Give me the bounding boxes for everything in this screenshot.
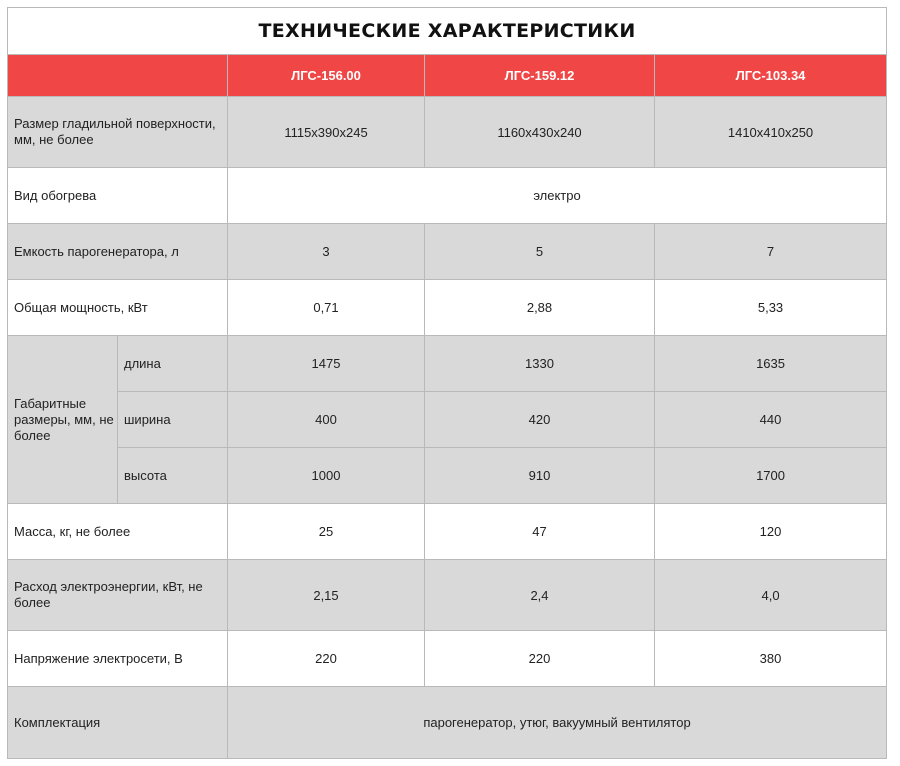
row-value-merged: электро	[228, 168, 887, 224]
row-value: 380	[655, 631, 887, 687]
model-header-2: ЛГС-159.12	[425, 55, 655, 97]
row-label: Масса, кг, не более	[8, 504, 228, 560]
row-label: Вид обогрева	[8, 168, 228, 224]
row-value: 25	[228, 504, 425, 560]
row-consumption	[8, 560, 887, 631]
table-title: ТЕХНИЧЕСКИЕ ХАРАКТЕРИСТИКИ	[8, 8, 887, 55]
row-value: 0,71	[228, 280, 425, 336]
row-mass	[8, 504, 887, 560]
row-label: Размер гладильной поверхности, мм, не более	[8, 97, 228, 168]
row-value: 3	[228, 224, 425, 280]
row-value: 420	[425, 392, 655, 448]
row-label: Емкость парогенератора, л	[8, 224, 228, 280]
row-value: 220	[228, 631, 425, 687]
row-dimensions-length	[8, 336, 887, 392]
row-value: 1330	[425, 336, 655, 392]
row-value: 220	[425, 631, 655, 687]
row-dimensions-height	[8, 448, 887, 504]
row-kit	[8, 687, 887, 759]
row-value: 5	[425, 224, 655, 280]
row-value: 7	[655, 224, 887, 280]
row-heating	[8, 168, 887, 224]
row-value: 1000	[228, 448, 425, 504]
row-value: 440	[655, 392, 887, 448]
row-value: 1475	[228, 336, 425, 392]
row-value: 1700	[655, 448, 887, 504]
model-header-3: ЛГС-103.34	[655, 55, 887, 97]
sub-label: высота	[118, 448, 228, 504]
dimensions-group-label: Габаритные размеры, мм, не более	[8, 336, 118, 504]
row-label: Напряжение электросети, В	[8, 631, 228, 687]
row-value: 1635	[655, 336, 887, 392]
row-value: 400	[228, 392, 425, 448]
row-surface	[8, 97, 887, 168]
row-label: Общая мощность, кВт	[8, 280, 228, 336]
row-value: 2,4	[425, 560, 655, 631]
row-value: 1115х390х245	[228, 97, 425, 168]
row-value: 120	[655, 504, 887, 560]
row-voltage	[8, 631, 887, 687]
sub-label: ширина	[118, 392, 228, 448]
model-header-1: ЛГС-156.00	[228, 55, 425, 97]
row-value: 910	[425, 448, 655, 504]
row-label: Расход электроэнергии, кВт, не более	[8, 560, 228, 631]
row-capacity	[8, 224, 887, 280]
row-power	[8, 280, 887, 336]
row-label: Комплектация	[8, 687, 228, 759]
header-blank-cell	[8, 55, 228, 97]
row-value: 1160х430х240	[425, 97, 655, 168]
sub-label: длина	[118, 336, 228, 392]
row-dimensions-width	[8, 392, 887, 448]
row-value: 2,88	[425, 280, 655, 336]
row-value: 5,33	[655, 280, 887, 336]
spec-table	[7, 7, 887, 759]
spec-table-container	[7, 7, 886, 759]
row-value: 4,0	[655, 560, 887, 631]
row-value: 47	[425, 504, 655, 560]
row-value: 2,15	[228, 560, 425, 631]
row-value: 1410х410х250	[655, 97, 887, 168]
header-row	[8, 55, 887, 97]
row-value-merged: парогенератор, утюг, вакуумный вентилятор	[228, 687, 887, 759]
